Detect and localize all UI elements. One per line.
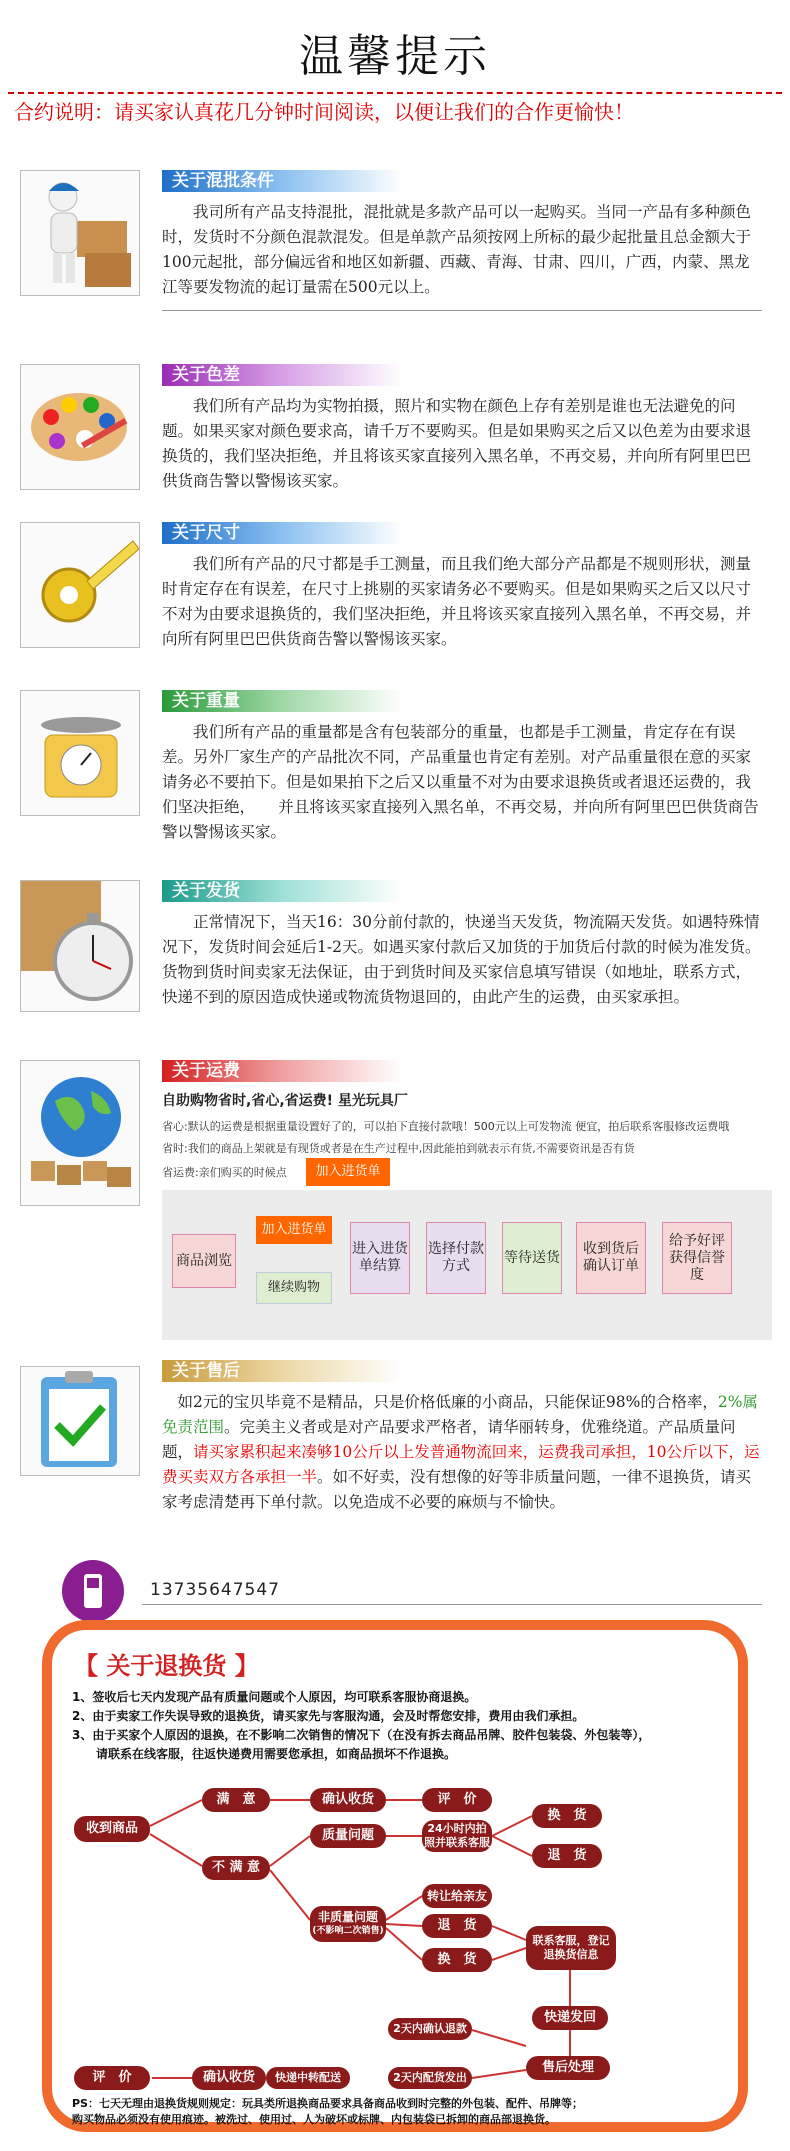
section-shipping-time xyxy=(20,880,775,1030)
section-size xyxy=(20,522,775,672)
node-refund: 退 货 xyxy=(532,1844,602,1868)
tape-measure-icon xyxy=(20,522,140,648)
node-review2: 评 价 xyxy=(74,2066,150,2090)
add-to-cart-button[interactable]: 加入进货单 xyxy=(306,1158,390,1186)
section-heading: 关于售后 xyxy=(162,1360,402,1382)
globe-boxes-icon xyxy=(20,1060,140,1206)
section-heading: 关于发货 xyxy=(162,880,402,902)
section-heading: 关于色差 xyxy=(162,364,402,386)
delivery-man-icon xyxy=(20,170,140,296)
section-after-sale xyxy=(20,1360,775,1560)
flow-confirm-order: 收到货后确认订单 xyxy=(576,1222,646,1294)
flow-add-cart[interactable]: 加入进货单 xyxy=(256,1216,332,1244)
flow-review: 给予好评获得信誉度 xyxy=(662,1222,732,1294)
flow-payment: 选择付款方式 xyxy=(426,1222,486,1294)
freight-line-2: 省心:默认的运费是根据重量设置好了的，可以拍下直接付款哦！500元以上可发物流 便宜，拍后联系客服修改运费哦 xyxy=(162,1120,730,1133)
purchase-flow xyxy=(162,1190,772,1340)
node-express: 快递发回 xyxy=(532,2006,608,2030)
section-body: 我们所有产品的尺寸都是手工测量，而且我们绝大部分产品都是不规则形状，测量时肯定存在有误差，在尺寸上挑剔的买家请务必不要购买。但是如果购买之后又以尺寸不对为由要求退换货的，我们坚决拒绝，并且将该买家直接列入黑名单，不再交易，并向所有阿里巴巴供货商告警以警惕该买家。 xyxy=(162,555,752,648)
after-sale-text-2: 。完美主义者或是对产品要求严格者，请华丽转身，优雅绕道。产品质量问题， xyxy=(162,1418,736,1461)
after-sale-text-1: 如2元的宝贝毕竟不是精品，只是价格低廉的小商品，只能保证98%的合格率， xyxy=(177,1393,718,1411)
section-weight xyxy=(20,690,775,840)
node-unsatisfied: 不 满 意 xyxy=(202,1856,270,1880)
returns-ps-2: 购买物品必须没有使用痕迹。被洗过、使用过、人为破坏或标牌、内包装袋已拆卸的商品部退换货。 xyxy=(72,2113,556,2126)
section-body: 我们所有产品均为实物拍摄，照片和实物在颜色上存有差别是谁也无法避免的问题。如果买家对颜色要求高，请千万不要购买。但是如果购买之后又以色差为由要求退换货的，我们坚决拒绝，并且将该买家直接列入黑名单，不再交易，并向所有阿里巴巴供货商告警以警惕该买家。 xyxy=(162,397,752,490)
node-after: 售后处理 xyxy=(526,2056,610,2080)
node-confirm2: 确认收货 xyxy=(192,2066,266,2090)
page-title: 温馨提示 xyxy=(299,31,491,82)
section-heading: 关于运费 xyxy=(162,1060,402,1082)
phone-divider xyxy=(142,1604,762,1605)
node-register: 联系客服，登记退换货信息 xyxy=(526,1926,616,1970)
divider xyxy=(162,310,762,311)
stopwatch-icon xyxy=(20,880,140,1012)
section-body: 我司所有产品支持混批，混批就是多款产品可以一起购买。当同一产品有多种颜色时，发货时不分颜色混款混发。但是单款产品须按网上所标的最少起批量且总金额大于100元起批，部分偏远省和地区如新疆、西藏、青海、甘肃、四川，广西，内蒙、黑龙江等要发物流的起订量需在500元以上。 xyxy=(162,203,752,296)
section-color-diff xyxy=(20,364,775,514)
paint-palette-icon xyxy=(20,364,140,490)
returns-flow-arrows xyxy=(52,1630,738,2122)
phone-number[interactable]: 13735647547 xyxy=(150,1580,280,1600)
section-freight xyxy=(20,1060,775,1350)
returns-rule-1: 1、签收后七天内发现产品有质量问题或个人原因，均可联系客服协商退换。 xyxy=(72,1690,477,1704)
section-heading: 关于尺寸 xyxy=(162,522,402,544)
section-mixed-batch xyxy=(20,170,775,320)
node-satisfied: 满 意 xyxy=(202,1788,270,1812)
freight-line-4: 省运费:亲们购买的时候点 xyxy=(162,1166,287,1179)
flow-wait-delivery: 等待送货 xyxy=(502,1222,562,1294)
node-non-quality-sub: (不影响二次销售) xyxy=(312,1926,384,1936)
node-refund2: 退 货 xyxy=(422,1914,492,1938)
weighing-scale-icon xyxy=(20,690,140,816)
returns-ps xyxy=(72,2096,732,2128)
node-ship-in2: 2天内配货发出 xyxy=(388,2067,472,2089)
node-non-quality xyxy=(310,1906,386,1942)
returns-rule-4: 请联系在线客服，往返快递费用需要您承担，如商品损坏不作退换。 xyxy=(72,1747,457,1761)
flow-continue-shopping[interactable]: 继续购物 xyxy=(256,1272,332,1304)
node-quality: 质量问题 xyxy=(310,1824,386,1848)
returns-panel xyxy=(42,1620,748,2132)
phone-icon xyxy=(62,1560,124,1622)
node-express-send: 快递中转配送 xyxy=(266,2067,350,2089)
freight-line-1: 自助购物省时,省心,省运费! 星光玩具厂 xyxy=(162,1093,408,1109)
dashed-divider xyxy=(8,92,782,94)
after-sale-exempt: 2%属免责范围 xyxy=(162,1393,758,1436)
returns-rule-3: 3、由于买家个人原因的退换，在不影响二次销售的情况下（在没有拆去商品吊牌、胶件包装袋、外包装等）， xyxy=(72,1728,651,1742)
node-exchange: 换 货 xyxy=(532,1804,602,1828)
section-heading: 关于重量 xyxy=(162,690,402,712)
after-sale-body xyxy=(162,1390,762,1515)
after-sale-text-3: 。如不好卖，没有想像的好等非质量问题，一律不退换货，请买家考虑清楚再下单付款。以免造成不必要的麻烦与不愉快。 xyxy=(162,1468,752,1511)
node-received: 收到商品 xyxy=(74,1816,150,1842)
section-heading: 关于混批条件 xyxy=(162,170,402,192)
section-body: 正常情况下，当天16：30分前付款的，快递当天发货，物流隔天发货。如遇特殊情况下，发货时间会延后1-2天。如遇买家付款后又加货的于加货后付款的时候为准发货。货物到货时间卖家无法保证，由于到货时间及买家信息填写错误（如地址，联系方式，快递不到的原因造成快递或物流货物退回的，由此产生的运费，由买家承担。 xyxy=(162,913,761,1006)
checklist-icon xyxy=(20,1366,140,1476)
returns-rule-2: 2、由于卖家工作失误导致的退换货，请买家先与客服沟通，会及时帮您安排，费用由我们承担。 xyxy=(72,1709,585,1723)
returns-ps-1: PS：七天无理由退换货规则规定：玩具类所退换商品要求具备商品收到时完整的外包装、配件、吊牌等； xyxy=(72,2097,583,2110)
agreement-notice: 合约说明：请买家认真花几分钟时间阅读，以便让我们的合作更愉快！ xyxy=(14,100,634,124)
returns-title: 【 关于退换货 】 xyxy=(74,1652,259,1680)
freight-line-3: 省时:我们的商品上架就是有现货或者是在生产过程中,因此能拍到就表示有货,不需要资讯是否有货 xyxy=(162,1142,635,1155)
node-non-quality-label: 非质量问题 xyxy=(317,1910,378,1924)
flow-checkout: 进入进货单结算 xyxy=(350,1222,410,1294)
after-sale-return-shipping: 请买家累积起来凑够10公斤以上发普通物流回来，运费我司承担，10公斤以下，运费买卖双方各承担一半 xyxy=(162,1443,760,1486)
node-contact24: 24小时内拍照并联系客服 xyxy=(422,1820,492,1852)
node-transfer: 转让给亲友 xyxy=(422,1884,492,1908)
flow-browse: 商品浏览 xyxy=(172,1234,236,1288)
node-review: 评 价 xyxy=(422,1788,492,1812)
node-exchange2: 换 货 xyxy=(422,1948,492,1972)
node-confirm: 确认收货 xyxy=(310,1788,386,1812)
node-refund-in2: 2天内确认退款 xyxy=(388,2018,472,2040)
section-body: 我们所有产品的重量都是含有包装部分的重量，也都是手工测量，肯定存在有误差。另外厂家生产的产品批次不同，产品重量也肯定有差别。对产品重量很在意的买家请务必不要拍下。但是如果拍下之后又以重量不对为由要求退换货或者退还运费的，我们坚决拒绝， 并且将该买家直接列入黑名单，不再交易，并向所有阿里巴巴供货商告警以警惕该买家。 xyxy=(162,723,759,841)
